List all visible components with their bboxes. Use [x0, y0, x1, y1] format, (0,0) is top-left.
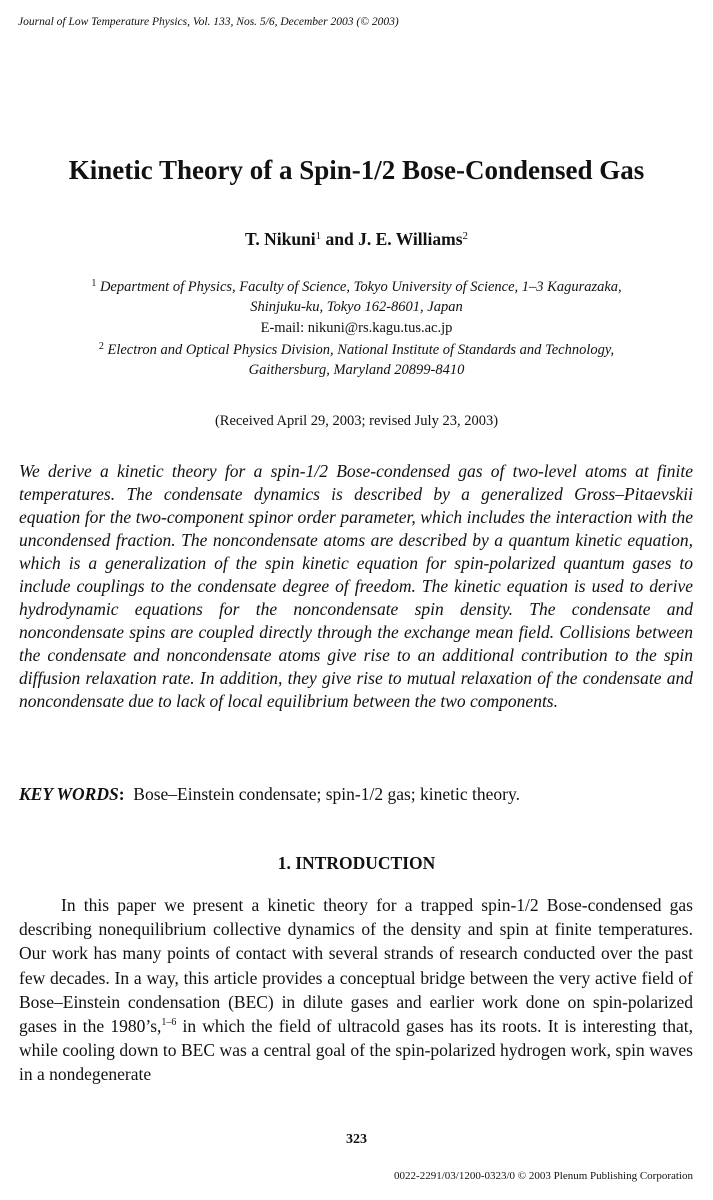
email-line: E-mail: nikuni@rs.kagu.tus.ac.jp: [260, 320, 453, 336]
author-line: [0, 229, 713, 250]
affiliation-2-address: Gaithersburg, Maryland 20899-8410: [248, 362, 465, 378]
affiliation-1-mark: 1: [91, 278, 97, 289]
author-2: J. E. Williams: [358, 229, 463, 249]
copyright-footer: 0022-2291/03/1200-0323/0 © 2003 Plenum Publishing Corporation: [394, 1170, 693, 1182]
intro-text-part-2: in which the field of ultracold gases has its roots. It is interesting that, while cooling down to BEC was a central goal of the spin-polarized hydrogen work, spin waves in a nondegenerate: [19, 1016, 693, 1085]
keywords-line: [19, 784, 520, 805]
citation-ref[interactable]: 1–6: [161, 1017, 177, 1029]
affiliation-1-line-1: [0, 278, 713, 296]
introduction-paragraph: [19, 893, 693, 1087]
intro-text-part-1: In this paper we present a kinetic theory for a trapped spin-1/2 Bose-condensed gas describing nonequilibrium collective dynamics of the density and spin at finite temperatures. Our work has many points of contact with several strands of research conducted over the past few decades. In a way, this article provides a conceptual bridge between the very active field of Bose–Einstein condensation (BEC) in dilute gases and earlier work done on spin-polarized gases in the 1980’s,: [19, 895, 693, 1037]
keywords-label: KEY WORDS: [19, 784, 119, 804]
author-separator: and: [321, 229, 359, 249]
affiliation-1-line-2: [0, 299, 713, 316]
affiliation-2-line-2: [0, 362, 713, 379]
affiliation-2-mark: 2: [98, 341, 104, 352]
paper-title: Kinetic Theory of a Spin-1/2 Bose-Condensed Gas: [68, 155, 645, 185]
affiliation-2-line-1: [0, 341, 713, 359]
author-2-affiliation-mark: 2: [462, 230, 469, 242]
author-1-affiliation-mark: 1: [315, 230, 322, 242]
section-heading: 1. INTRODUCTION: [277, 853, 436, 873]
author-1: T. Nikuni: [244, 229, 316, 249]
received-dates: (Received April 29, 2003; revised July 23, 2003): [214, 413, 499, 429]
journal-header: Journal of Low Temperature Physics, Vol. 133, Nos. 5/6, December 2003 (© 2003): [18, 16, 399, 28]
affiliation-1-text: Department of Physics, Faculty of Science, Tokyo University of Science, 1–3 Kagurazaka,: [99, 279, 622, 295]
affiliation-1-address: Shinjuku-ku, Tokyo 162-8601, Japan: [250, 299, 463, 315]
abstract: We derive a kinetic theory for a spin-1/2 Bose-condensed gas of two-level atoms at finite temperatures. The condensate dynamics is described by a generalized Gross–Pitaevskii equation for the two-component spinor order parameter, which includes the interaction with the uncondensed fraction. The noncondensate atoms are described by a quantum kinetic equation, which is a generalization of the spin kinetic equation for spin-polarized quantum gases to include couplings to the condensate degree of freedom. The kinetic equation is used to derive hydrodynamic equations for the noncondensate spin density. The condensate and noncondensate spins are coupled directly through the exchange mean field. Collisions between the condensate and noncondensate atoms give rise to an additional contribution to the spin diffusion relaxation rate. In addition, they give rise to mutual relaxation of the condensate and noncondensate due to lack of local equilibrium between the two components.: [19, 461, 693, 711]
page-number: 323: [346, 1132, 367, 1147]
keywords-text: Bose–Einstein condensate; spin-1/2 gas; kinetic theory.: [133, 784, 520, 804]
affiliation-2-text: Electron and Optical Physics Division, National Institute of Standards and Technology,: [107, 342, 615, 358]
keywords-colon: :: [118, 784, 125, 804]
